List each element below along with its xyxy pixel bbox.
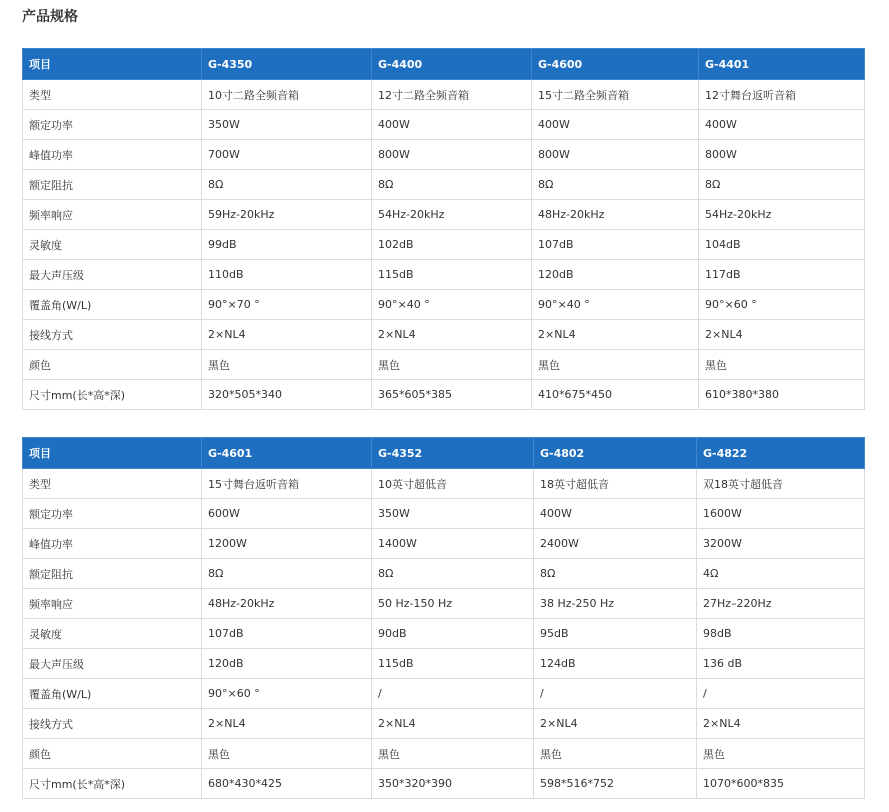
row-label: 颜色 bbox=[23, 739, 202, 769]
row-label: 接线方式 bbox=[23, 320, 202, 350]
spec-value: 90dB bbox=[372, 619, 534, 649]
spec-value: 8Ω bbox=[532, 170, 699, 200]
row-label: 额定阻抗 bbox=[23, 170, 202, 200]
spec-value: 110dB bbox=[202, 260, 372, 290]
spec-value: 115dB bbox=[372, 260, 532, 290]
spec-value: 27Hz–220Hz bbox=[697, 589, 865, 619]
table-row bbox=[23, 649, 865, 679]
spec-value: 3200W bbox=[697, 529, 865, 559]
row-label: 频率响应 bbox=[23, 589, 202, 619]
spec-value: 1200W bbox=[202, 529, 372, 559]
column-header-model: G-4400 bbox=[372, 49, 532, 80]
table-row bbox=[23, 200, 865, 230]
spec-value: 12寸舞台返听音箱 bbox=[699, 80, 865, 110]
spec-value: / bbox=[534, 679, 697, 709]
spec-value: 350W bbox=[202, 110, 372, 140]
table-row bbox=[23, 739, 865, 769]
spec-value: 680*430*425 bbox=[202, 769, 372, 799]
spec-value: 黑色 bbox=[202, 739, 372, 769]
table-row bbox=[23, 350, 865, 380]
table-row bbox=[23, 140, 865, 170]
column-header-item: 项目 bbox=[23, 438, 202, 469]
spec-value: 59Hz-20kHz bbox=[202, 200, 372, 230]
spec-value: 2×NL4 bbox=[202, 709, 372, 739]
row-label: 颜色 bbox=[23, 350, 202, 380]
spec-value: 2×NL4 bbox=[372, 320, 532, 350]
column-header-model: G-4822 bbox=[697, 438, 865, 469]
column-header-model: G-4401 bbox=[699, 49, 865, 80]
spec-value: 800W bbox=[372, 140, 532, 170]
spec-value: / bbox=[372, 679, 534, 709]
spec-value: 48Hz-20kHz bbox=[202, 589, 372, 619]
row-label: 覆盖角(W/L) bbox=[23, 290, 202, 320]
spec-value: 8Ω bbox=[534, 559, 697, 589]
spec-value: 95dB bbox=[534, 619, 697, 649]
spec-value: 2×NL4 bbox=[534, 709, 697, 739]
page-title: 产品规格 bbox=[22, 9, 78, 25]
spec-value: 38 Hz-250 Hz bbox=[534, 589, 697, 619]
spec-value: 120dB bbox=[202, 649, 372, 679]
spec-value: 90°×60 ° bbox=[202, 679, 372, 709]
row-label: 频率响应 bbox=[23, 200, 202, 230]
spec-value: 50 Hz-150 Hz bbox=[372, 589, 534, 619]
row-label: 额定阻抗 bbox=[23, 559, 202, 589]
column-header-item: 项目 bbox=[23, 49, 202, 80]
spec-value: 12寸二路全频音箱 bbox=[372, 80, 532, 110]
spec-value: 700W bbox=[202, 140, 372, 170]
row-label: 额定功率 bbox=[23, 110, 202, 140]
spec-value: 400W bbox=[532, 110, 699, 140]
spec-value: 8Ω bbox=[699, 170, 865, 200]
table-row bbox=[23, 529, 865, 559]
row-label: 尺寸mm(长*高*深) bbox=[23, 769, 202, 799]
table-row bbox=[23, 619, 865, 649]
spec-value: 598*516*752 bbox=[534, 769, 697, 799]
column-header-model: G-4802 bbox=[534, 438, 697, 469]
spec-value: 1070*600*835 bbox=[697, 769, 865, 799]
column-header-model: G-4352 bbox=[372, 438, 534, 469]
table-row bbox=[23, 769, 865, 799]
spec-value: 90°×40 ° bbox=[372, 290, 532, 320]
spec-value: 350*320*390 bbox=[372, 769, 534, 799]
spec-value: 8Ω bbox=[202, 170, 372, 200]
spec-value: 90°×70 ° bbox=[202, 290, 372, 320]
table-header-row bbox=[23, 49, 865, 80]
column-header-model: G-4600 bbox=[532, 49, 699, 80]
spec-value: 1600W bbox=[697, 499, 865, 529]
spec-value: 8Ω bbox=[372, 170, 532, 200]
table-row bbox=[23, 559, 865, 589]
table-row bbox=[23, 170, 865, 200]
spec-value: 90°×60 ° bbox=[699, 290, 865, 320]
table-row bbox=[23, 380, 865, 410]
spec-value: 48Hz-20kHz bbox=[532, 200, 699, 230]
spec-value: 黑色 bbox=[532, 350, 699, 380]
table-row bbox=[23, 589, 865, 619]
spec-value: / bbox=[697, 679, 865, 709]
table-header-row bbox=[23, 438, 865, 469]
spec-value: 610*380*380 bbox=[699, 380, 865, 410]
table-row bbox=[23, 80, 865, 110]
spec-value: 107dB bbox=[202, 619, 372, 649]
spec-value: 黑色 bbox=[372, 739, 534, 769]
spec-value: 365*605*385 bbox=[372, 380, 532, 410]
spec-value: 400W bbox=[699, 110, 865, 140]
spec-value: 800W bbox=[532, 140, 699, 170]
spec-value: 黑色 bbox=[699, 350, 865, 380]
spec-value: 4Ω bbox=[697, 559, 865, 589]
table-row bbox=[23, 230, 865, 260]
spec-value: 2400W bbox=[534, 529, 697, 559]
row-label: 额定功率 bbox=[23, 499, 202, 529]
spec-value: 2×NL4 bbox=[697, 709, 865, 739]
spec-value: 98dB bbox=[697, 619, 865, 649]
row-label: 最大声压级 bbox=[23, 649, 202, 679]
spec-value: 黑色 bbox=[372, 350, 532, 380]
spec-value: 18英寸超低音 bbox=[534, 469, 697, 499]
spec-value: 400W bbox=[372, 110, 532, 140]
row-label: 最大声压级 bbox=[23, 260, 202, 290]
spec-value: 124dB bbox=[534, 649, 697, 679]
spec-value: 54Hz-20kHz bbox=[372, 200, 532, 230]
row-label: 峰值功率 bbox=[23, 140, 202, 170]
spec-value: 8Ω bbox=[202, 559, 372, 589]
spec-value: 2×NL4 bbox=[532, 320, 699, 350]
row-label: 峰值功率 bbox=[23, 529, 202, 559]
spec-value: 320*505*340 bbox=[202, 380, 372, 410]
spec-value: 90°×40 ° bbox=[532, 290, 699, 320]
spec-table-1 bbox=[22, 48, 865, 410]
spec-value: 99dB bbox=[202, 230, 372, 260]
row-label: 灵敏度 bbox=[23, 230, 202, 260]
spec-value: 15寸舞台返听音箱 bbox=[202, 469, 372, 499]
table-row bbox=[23, 290, 865, 320]
spec-value: 115dB bbox=[372, 649, 534, 679]
table-row bbox=[23, 709, 865, 739]
spec-value: 2×NL4 bbox=[202, 320, 372, 350]
spec-value: 黑色 bbox=[534, 739, 697, 769]
spec-value: 黑色 bbox=[697, 739, 865, 769]
spec-value: 2×NL4 bbox=[699, 320, 865, 350]
spec-value: 136 dB bbox=[697, 649, 865, 679]
spec-value: 107dB bbox=[532, 230, 699, 260]
column-header-model: G-4350 bbox=[202, 49, 372, 80]
spec-value: 1400W bbox=[372, 529, 534, 559]
table-row bbox=[23, 679, 865, 709]
spec-value: 800W bbox=[699, 140, 865, 170]
table-row bbox=[23, 260, 865, 290]
spec-value: 2×NL4 bbox=[372, 709, 534, 739]
spec-value: 15寸二路全频音箱 bbox=[532, 80, 699, 110]
row-label: 尺寸mm(长*高*深) bbox=[23, 380, 202, 410]
spec-value: 8Ω bbox=[372, 559, 534, 589]
spec-value: 10英寸超低音 bbox=[372, 469, 534, 499]
table-row bbox=[23, 469, 865, 499]
row-label: 接线方式 bbox=[23, 709, 202, 739]
spec-value: 400W bbox=[534, 499, 697, 529]
spec-value: 120dB bbox=[532, 260, 699, 290]
spec-value: 102dB bbox=[372, 230, 532, 260]
spec-value: 600W bbox=[202, 499, 372, 529]
spec-value: 54Hz-20kHz bbox=[699, 200, 865, 230]
row-label: 灵敏度 bbox=[23, 619, 202, 649]
spec-value: 双18英寸超低音 bbox=[697, 469, 865, 499]
spec-value: 350W bbox=[372, 499, 534, 529]
spec-value: 104dB bbox=[699, 230, 865, 260]
table-row bbox=[23, 499, 865, 529]
row-label: 覆盖角(W/L) bbox=[23, 679, 202, 709]
spec-table-2 bbox=[22, 437, 865, 799]
spec-value: 410*675*450 bbox=[532, 380, 699, 410]
row-label: 类型 bbox=[23, 80, 202, 110]
spec-value: 117dB bbox=[699, 260, 865, 290]
spec-value: 10寸二路全频音箱 bbox=[202, 80, 372, 110]
table-row bbox=[23, 320, 865, 350]
column-header-model: G-4601 bbox=[202, 438, 372, 469]
row-label: 类型 bbox=[23, 469, 202, 499]
spec-value: 黑色 bbox=[202, 350, 372, 380]
table-row bbox=[23, 110, 865, 140]
